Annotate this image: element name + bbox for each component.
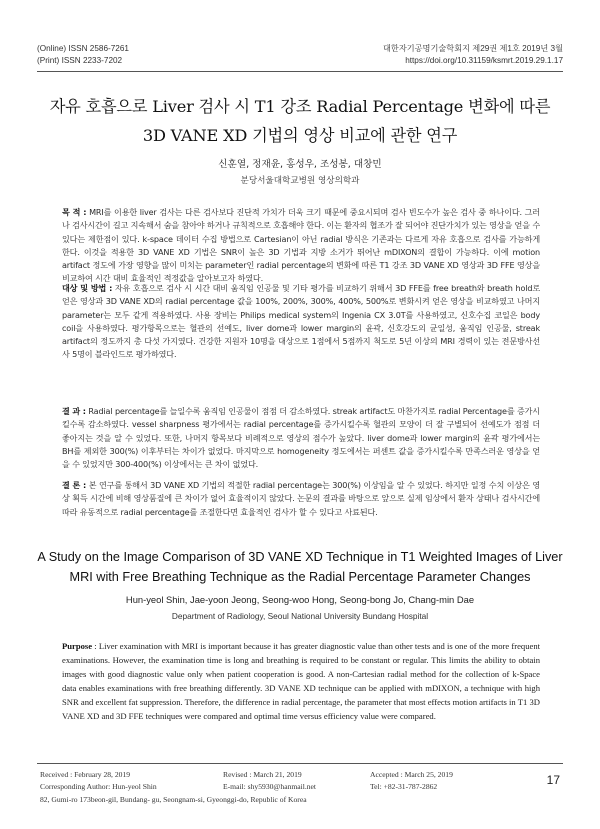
author-email[interactable]: E-mail: shy5930@hanmail.net: [223, 782, 317, 791]
doi-link[interactable]: https://doi.org/10.31159/ksmrt.2019.29.1.17: [405, 56, 563, 65]
english-abstract-purpose: [62, 639, 540, 723]
korean-affiliation: 분당서울대학교병원 영상의학과: [240, 176, 360, 186]
korean-authors: 신훈열, 정재윤, 홍성우, 조성봉, 대창민: [218, 159, 382, 170]
result-text: Radial percentage를 늘일수록 움직임 인공물이 점점 더 감소하였다. streak artifact도 마찬가지로 radial Percentage를 증가시킬수록 감소하였다. vessel sharpness 평가에서는 radial percentage를 증가시킬수록 혈관의 모양이 더 잘 구별되어 선예도가 점점 더 좋아지는 것을 알 수 있었다. 또한, 나머지 항목보다 비례적으로 영상의 점수가 높았다. liver dome과 lower margin의 윤곽 평가에서는 BH를 제외한 300(%) 이후부터는 차이가 없었다. 마지막으로 homogeneity 정도에서는 퍼센트 값을 증가시킬수록 만족스러운 영상을 얻을 수 있었지만 300-400(%) 이상에서는 큰 차이 없었다.: [62, 406, 540, 470]
journal-info: [383, 43, 563, 67]
korean-abstract-conclusion: [62, 479, 540, 519]
english-title-line2: MRI with Free Breathing Technique as the Radial Percentage Parameter Changes: [69, 570, 531, 584]
page-number: 17: [546, 773, 560, 787]
korean-abstract-method: [62, 282, 540, 362]
method-label: 대상 및 방법 :: [62, 283, 113, 293]
conclusion-text: 본 연구를 통해서 3D VANE XD 기법의 적절한 radial percentage는 300(%) 이상임을 알 수 있었다. 하지만 일정 수치 이상은 영상 획득 시간에 비해 영상품질에 큰 차이가 없어 효율적이지 않았다. 논문의 결과를 바탕으로 앞으로 실제 임상에서 환자 상태나 검사시간에 따라 유동적으로 radial percentage를 조절한다면 효율적인 검사가 할 수 있다고 사료된다.: [62, 480, 540, 517]
online-issn: (Online) ISSN 2586-7261: [37, 44, 129, 53]
korean-abstract-purpose: [62, 206, 540, 286]
english-authors: Hun-yeol Shin, Jae-yoon Jeong, Seong-woo Hong, Seong-bong Jo, Chang-min Dae: [125, 594, 475, 605]
corresponding-author: Corresponding Author: Hun-yeol Shin: [40, 782, 157, 791]
header-rule: [37, 71, 563, 72]
result-label: 결 과 :: [62, 406, 86, 416]
print-issn: (Print) ISSN 2233-7202: [37, 56, 123, 65]
korean-title: [20, 92, 580, 150]
received-date: Received : February 28, 2019: [40, 770, 131, 779]
accepted-date: Accepted : March 25, 2019: [370, 770, 453, 779]
english-affiliation: Department of Radiology, Seoul National University Bundang Hospital: [171, 611, 429, 621]
purpose-label: 목 적 :: [62, 207, 87, 217]
footer-rule: [37, 763, 563, 764]
purpose-text: MRI를 이용한 liver 검사는 다른 검사보다 진단적 가치가 더욱 크기 때문에 중요시되며 검사 빈도수가 높은 검사 중 하나이다. 그러나 검사시간이 길고 지속해서 숨을 참아야 하거나 규칙적으로 호흡해야 한다. 이는 환자의 협조가 잘 되어야 진단가치가 있는 영상을 얻을 수 있다는 제한점이 있다. k-space 데이터 수집 방법으로 Cartesian이 아닌 radial 방식은 기존과는 다르게 자유 호흡으로 검사를 가능하게 한다. 이것을 적용한 3D VANE XD 기법은 SNR이 높은 3D 기법과 지방 소거가 뛰어난 mDIXON의 결합이 가능하다. 이에 motion artifact 정도에 가장 영향을 많이 미치는 parameter인 radial percentage의 변화에 따른 T1 강조 3D VANE XD 영상과 3D FFE 영상을 비교하여 시간 대비 효율적인 적정값을 알아보고자 하였다.: [62, 207, 540, 284]
korean-abstract-result: [62, 405, 540, 471]
issn-block: [37, 43, 129, 67]
author-tel: Tel: +82-31-787-2862: [370, 782, 438, 791]
english-purpose-text: : Liver examination with MRI is important because it has greater diagnostic value than other tests and is one of the more frequent examinations. However, the examination time is long and breathing is required to be constant or regular. This limits the ability to obtain images with good diagnostic value only when patient cooperation is good. A non-Cartesian radial method for the collection of k-Space data enables examinations with free breathing differently. 3D VANE XD technique can be applied with mDIXON, a technique with high SNR and excellent fat suppression. Therefore, the difference in radial percentage, the parameter that most effects motion artifacts in T1 3D VANE XD and 3D FFE techniques were compared and optimal time versus efficiency value were compared.: [62, 641, 540, 721]
journal-name: 대한자기공명기술학회지 제29권 제1호 2019년 3월: [383, 44, 563, 53]
english-title: [20, 547, 580, 587]
conclusion-label: 결 론 :: [62, 480, 87, 490]
korean-title-line1: 자유 호흡으로 Liver 검사 시 T1 강조 Radial Percentage 변화에 따른: [49, 97, 551, 116]
english-title-line1: A Study on the Image Comparison of 3D VANE XD Technique in T1 Weighted Images of Liver: [37, 550, 563, 564]
method-text: 자유 호흡으로 검사 시 시간 대비 움직임 인공물 및 기타 평가를 비교하기 위해서 3D FFE를 free breath와 breath hold로 얻은 영상과 3D VANE XD의 radial percentage 값을 100%, 200%, 300%, 400%, 500%로 변화시켜 얻은 영상을 비교하였고 나머지 parameter는 모두 같게 적용하였다. 사용 장비는 Philips medical system의 Ingenia CX 3.0T를 사용하였고, 신호수집 코일은 body coil을 사용하였다. 평가항목으로는 혈관의 선예도, liver dome과 lower margin의 윤곽, 신호강도의 균일성, 움직임 인공물, streak artifact의 정도까지 총 다섯 가지였다. 건강한 지원자 10명을 대상으로 1점에서 5점까지 척도로 5년 이상의 MRI 경력이 있는 전문방사선사 5명이 블라인드로 평가하였다.: [62, 283, 540, 360]
english-purpose-label: Purpose: [62, 641, 93, 651]
korean-title-line2: 3D VANE XD 기법의 영상 비교에 관한 연구: [142, 126, 458, 145]
author-address: 82, Gumi-ro 173beon-gil, Bundang- gu, Seongnam-si, Gyeonggi-do, Republic of Korea: [40, 795, 307, 804]
revised-date: Revised : March 21, 2019: [223, 770, 302, 779]
